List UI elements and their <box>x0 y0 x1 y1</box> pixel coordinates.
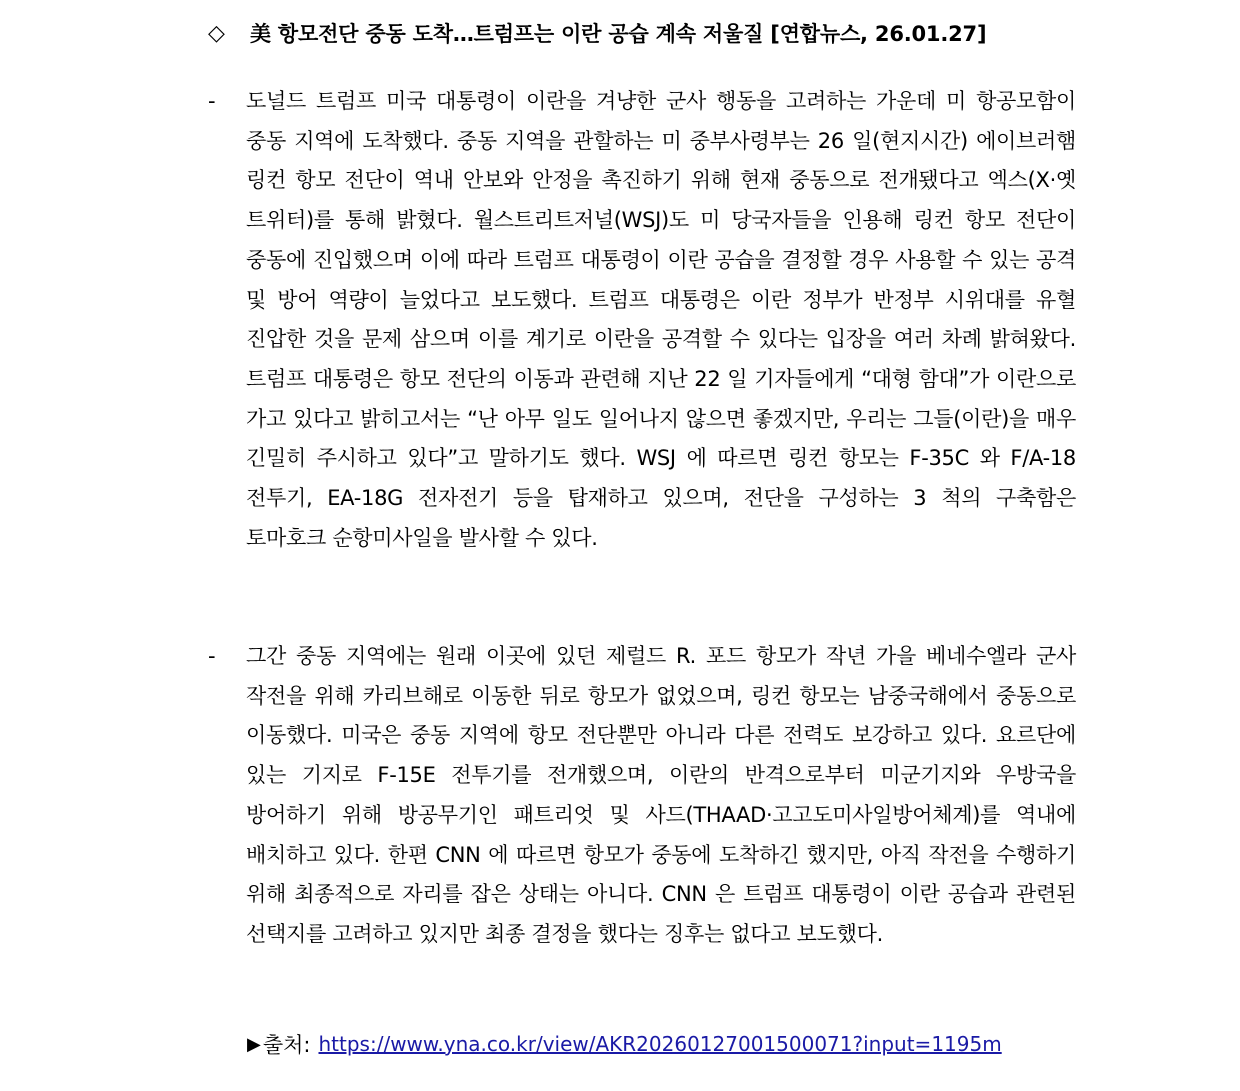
source-label: 출처: <box>262 1033 311 1057</box>
paragraph-text: 도널드 트럼프 미국 대통령이 이란을 겨냥한 군사 행동을 고려하는 가운데 미 항공모함이 중동 지역에 도착했다. 중동 지역을 관할하는 미 중부사령부는 26 일(현지시간) 에이브러햄 링컨 항모 전단이 역내 안보와 안정을 촉진하기 위해 현재 중동으로 전개됐다고 엑스(X·옛 트위터)를 통해 밝혔다. 월스트리트저널(WSJ)도 미 당국자들을 인용해 링컨 항모 전단이 중동에 진입했으며 이에 따라 트럼프 대통령이 이란 공습을 결정할 경우 사용할 수 있는 공격 및 방어 역량이 늘었다고 보도했다. 트럼프 대통령은 이란 정부가 반정부 시위대를 유혈 진압한 것을 문제 삼으며 이를 계기로 이란을 공격할 수 있다는 입장을 여러 차례 밝혀왔다. 트럼프 대통령은 항모 전단의 이동과 관련해 지난 22 일 기자들에게 “대형 함대”가 이란으로 가고 있다고 밝히고서는 “난 아무 일도 일어나지 않으면 좋겠지만, 우리는 그들(이란)을 매우 긴밀히 주시하고 있다”고 말하기도 했다. WSJ 에 따르면 링컨 항모는 F-35C 와 F/A-18 전투기, EA-18G 전자전기 등을 탑재하고 있으며, 전단을 구성하는 3 척의 구축함은 토마호크 순항미사일을 발사할 수 있다. <box>246 89 1076 550</box>
source-link[interactable]: https://www.yna.co.kr/view/AKR20260127001500071?input=1195m <box>318 1032 1002 1056</box>
diamond-bullet-icon: ◇ <box>208 21 225 46</box>
paragraph-text: 그간 중동 지역에는 원래 이곳에 있던 제럴드 R. 포드 항모가 작년 가을 베네수엘라 군사 작전을 위해 카리브해로 이동한 뒤로 항모가 없었으며, 링컨 항모는 남중국해에서 중동으로 이동했다. 미국은 중동 지역에 항모 전단뿐만 아니라 다른 전력도 보강하고 있다. 요르단에 있는 기지로 F-15E 전투기를 전개했으며, 이란의 반격으로부터 미군기지와 우방국을 방어하기 위해 방공무기인 패트리엇 및 사드(THAAD·고고도미사일방어체계)를 역내에 배치하고 있다. 한편 CNN 에 따르면 항모가 중동에 도착하긴 했지만, 아직 작전을 수행하기 위해 최종적으로 자리를 잡은 상태는 아니다. CNN 은 트럼프 대통령이 이란 공습과 관련된 선택지를 고려하고 있지만 최종 결정을 했다는 징후는 없다고 보도했다. <box>246 644 1076 946</box>
article-title: 美 항모전단 중동 도착…트럼프는 이란 공습 계속 저울질 [연합뉴스, 26.01.27] <box>250 22 987 46</box>
source-line <box>247 1026 1002 1062</box>
dash-bullet: - <box>208 89 216 113</box>
triangle-right-icon: ▶ <box>247 1033 261 1055</box>
article-title-row <box>208 16 1088 52</box>
dash-bullet: - <box>208 644 216 668</box>
